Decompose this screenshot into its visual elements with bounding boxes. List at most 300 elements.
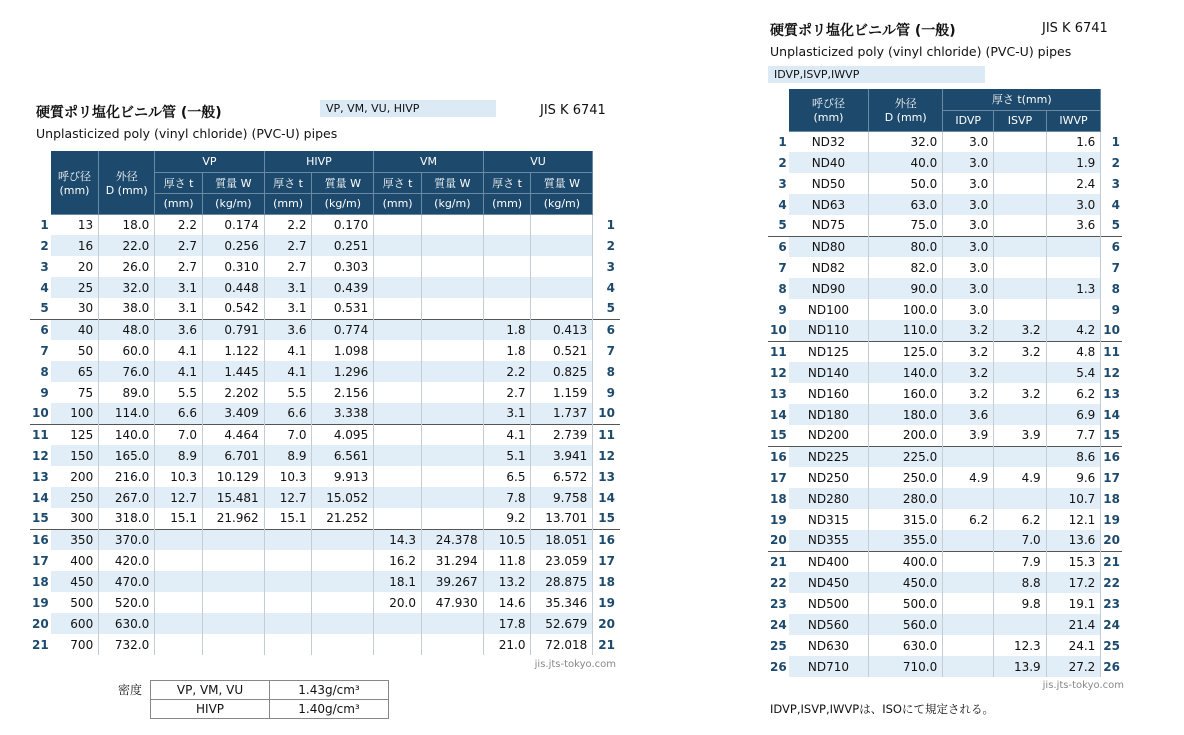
density-type: VP, VM, VU — [151, 681, 270, 700]
table-cell-iwvp: 7.7 — [1046, 425, 1101, 446]
table-cell-d: 370.0 — [99, 529, 155, 550]
table-cell-hi_t: 7.0 — [264, 424, 312, 445]
table-cell-vu_w: 0.521 — [531, 340, 593, 361]
row-index: 2 — [593, 235, 620, 256]
table-cell-nd: ND450 — [789, 572, 869, 593]
table-cell-isvp: 7.9 — [994, 551, 1046, 572]
table-cell-vu_t: 9.2 — [483, 508, 531, 529]
row-index: 26 — [1101, 656, 1122, 677]
table-cell-isvp — [994, 173, 1046, 194]
row-index: 20 — [768, 530, 789, 551]
density-table — [110, 680, 389, 719]
row-index: 21 — [593, 634, 620, 655]
table-cell-hi_t — [264, 529, 312, 550]
row-index: 3 — [768, 173, 789, 194]
table-cell-idvp: 3.0 — [943, 215, 994, 236]
table-row — [768, 635, 1122, 656]
table-cell-vm_w — [421, 382, 483, 403]
table-cell-idvp: 6.2 — [943, 509, 994, 530]
nominal-header: 呼び径 (mm) — [51, 151, 99, 214]
table-cell-vu_w: 3.941 — [531, 445, 593, 466]
table-cell-idvp: 3.0 — [943, 257, 994, 278]
table-cell-nd: ND200 — [789, 425, 869, 446]
table-cell-vp_w: 21.962 — [202, 508, 264, 529]
row-index: 21 — [30, 634, 51, 655]
table-cell-nom: 200 — [51, 466, 99, 487]
row-index: 6 — [30, 319, 51, 340]
row-index: 15 — [593, 508, 620, 529]
table-cell-isvp: 13.9 — [994, 656, 1046, 677]
table-cell-vm_t — [374, 382, 422, 403]
table-cell-vm_t — [374, 466, 422, 487]
table-cell-iwvp: 15.3 — [1046, 551, 1101, 572]
table-cell-hi_w — [312, 529, 374, 550]
table-cell-vp_t: 6.6 — [155, 403, 203, 424]
table-cell-d: 80.0 — [869, 236, 943, 257]
table-cell-vm_t — [374, 508, 422, 529]
row-index: 9 — [30, 382, 51, 403]
table-row — [30, 235, 620, 256]
table-cell-d: 140.0 — [99, 424, 155, 445]
table-cell-hi_t: 8.9 — [264, 445, 312, 466]
row-index: 9 — [1101, 299, 1122, 320]
table-cell-nd: ND125 — [789, 341, 869, 362]
table-cell-vu_t — [483, 298, 531, 319]
table-cell-hi_t: 3.1 — [264, 298, 312, 319]
table-cell-vu_t: 2.7 — [483, 382, 531, 403]
table-cell-vu_w: 1.737 — [531, 403, 593, 424]
table-cell-d: 400.0 — [869, 551, 943, 572]
table-cell-vm_t — [374, 298, 422, 319]
table-cell-vm_w: 24.378 — [421, 529, 483, 550]
table-cell-hi_t: 3.1 — [264, 277, 312, 298]
row-index: 18 — [768, 488, 789, 509]
table-cell-vp_w: 4.464 — [202, 424, 264, 445]
thickness-header: 厚さ t — [155, 172, 203, 193]
table-cell-vu_t: 14.6 — [483, 592, 531, 613]
row-index: 4 — [768, 194, 789, 215]
table-cell-vp_t: 3.1 — [155, 298, 203, 319]
table-cell-d: 50.0 — [869, 173, 943, 194]
row-index: 23 — [768, 593, 789, 614]
row-index: 15 — [768, 425, 789, 446]
row-index: 3 — [30, 256, 51, 277]
right-data-table — [768, 89, 1122, 677]
table-cell-vu_w: 1.159 — [531, 382, 593, 403]
table-cell-vu_w — [531, 298, 593, 319]
table-cell-nd: ND315 — [789, 509, 869, 530]
table-row — [30, 571, 620, 592]
table-cell-isvp — [994, 299, 1046, 320]
thickness-unit: (mm) — [483, 193, 531, 214]
table-cell-vm_t — [374, 613, 422, 634]
row-index: 22 — [768, 572, 789, 593]
row-index: 5 — [1101, 215, 1122, 236]
table-cell-vm_t — [374, 634, 422, 655]
row-index: 14 — [1101, 404, 1122, 425]
row-index: 1 — [30, 214, 51, 235]
table-cell-isvp: 9.8 — [994, 593, 1046, 614]
table-cell-d: 26.0 — [99, 256, 155, 277]
table-cell-vu_w: 6.572 — [531, 466, 593, 487]
row-index: 2 — [30, 235, 51, 256]
left-subtitle: Unplasticized poly (vinyl chloride) (PVC-U) pipes — [36, 126, 338, 141]
table-cell-d: 32.0 — [99, 277, 155, 298]
table-cell-hi_t — [264, 634, 312, 655]
table-cell-nom: 150 — [51, 445, 99, 466]
row-index: 17 — [30, 550, 51, 571]
row-index: 24 — [1101, 614, 1122, 635]
table-row — [30, 529, 620, 550]
table-cell-vm_t — [374, 256, 422, 277]
table-cell-vp_t: 2.7 — [155, 235, 203, 256]
table-cell-hi_t: 3.6 — [264, 319, 312, 340]
table-cell-idvp: 3.0 — [943, 131, 994, 152]
table-cell-hi_w: 3.338 — [312, 403, 374, 424]
table-cell-vu_w — [531, 256, 593, 277]
right-standard: JIS K 6741 — [1042, 21, 1108, 36]
table-row — [768, 362, 1122, 383]
table-cell-vp_w: 6.701 — [202, 445, 264, 466]
row-index: 14 — [30, 487, 51, 508]
table-cell-d: 75.0 — [869, 215, 943, 236]
mass-unit: (kg/m) — [202, 193, 264, 214]
table-cell-vp_t: 3.1 — [155, 277, 203, 298]
right-col-header-iwvp: IWVP — [1046, 110, 1101, 131]
table-cell-idvp: 3.0 — [943, 194, 994, 215]
row-index: 22 — [1101, 572, 1122, 593]
row-index: 24 — [768, 614, 789, 635]
row-index: 5 — [593, 298, 620, 319]
table-cell-vp_w — [202, 529, 264, 550]
left-table-panel — [30, 98, 622, 719]
table-cell-hi_t: 6.6 — [264, 403, 312, 424]
table-row — [30, 613, 620, 634]
row-index: 19 — [768, 509, 789, 530]
table-cell-nd: ND160 — [789, 383, 869, 404]
table-row — [30, 361, 620, 382]
table-cell-d: 500.0 — [869, 593, 943, 614]
table-cell-vp_w — [202, 592, 264, 613]
table-row — [30, 277, 620, 298]
row-index: 1 — [593, 214, 620, 235]
row-index: 1 — [1101, 131, 1122, 152]
table-cell-d: 225.0 — [869, 446, 943, 467]
row-index: 11 — [768, 341, 789, 362]
table-cell-iwvp: 12.1 — [1046, 509, 1101, 530]
table-cell-idvp: 3.9 — [943, 425, 994, 446]
table-row — [30, 508, 620, 529]
table-cell-vp_t: 7.0 — [155, 424, 203, 445]
table-cell-vu_t — [483, 256, 531, 277]
table-cell-hi_t — [264, 550, 312, 571]
table-cell-iwvp: 1.3 — [1046, 278, 1101, 299]
table-cell-hi_t: 12.7 — [264, 487, 312, 508]
table-cell-vu_t: 4.1 — [483, 424, 531, 445]
table-cell-d: 22.0 — [99, 235, 155, 256]
table-cell-hi_t — [264, 571, 312, 592]
index-spacer — [30, 151, 51, 214]
table-cell-d: 470.0 — [99, 571, 155, 592]
row-index: 6 — [593, 319, 620, 340]
left-title: 硬質ポリ塩化ビニル管 (一般) — [36, 105, 222, 121]
row-index: 12 — [768, 362, 789, 383]
table-cell-hi_w: 15.052 — [312, 487, 374, 508]
row-index: 6 — [1101, 236, 1122, 257]
table-row — [768, 320, 1122, 341]
row-index: 12 — [593, 445, 620, 466]
table-cell-hi_w: 9.913 — [312, 466, 374, 487]
table-cell-hi_w: 0.251 — [312, 235, 374, 256]
index-spacer — [1101, 89, 1122, 131]
table-cell-vu_t: 7.8 — [483, 487, 531, 508]
row-index: 5 — [30, 298, 51, 319]
row-index: 8 — [593, 361, 620, 382]
row-index: 1 — [768, 131, 789, 152]
mass-unit: (kg/m) — [312, 193, 374, 214]
table-cell-nd: ND40 — [789, 152, 869, 173]
row-index: 18 — [1101, 488, 1122, 509]
row-index: 17 — [593, 550, 620, 571]
table-row — [30, 466, 620, 487]
table-cell-vm_w: 39.267 — [421, 571, 483, 592]
table-cell-isvp: 4.9 — [994, 467, 1046, 488]
table-cell-vp_w — [202, 634, 264, 655]
table-cell-vu_t: 11.8 — [483, 550, 531, 571]
row-index: 19 — [1101, 509, 1122, 530]
table-cell-vp_w: 0.174 — [202, 214, 264, 235]
table-row — [768, 236, 1122, 257]
table-row — [768, 173, 1122, 194]
index-spacer — [593, 151, 620, 214]
table-cell-vp_t: 3.6 — [155, 319, 203, 340]
table-row — [30, 340, 620, 361]
table-cell-nom: 400 — [51, 550, 99, 571]
table-cell-hi_t: 4.1 — [264, 361, 312, 382]
thickness-unit: (mm) — [155, 193, 203, 214]
table-cell-d: 560.0 — [869, 614, 943, 635]
table-cell-hi_w: 1.296 — [312, 361, 374, 382]
table-cell-vp_t: 2.7 — [155, 256, 203, 277]
row-index: 14 — [593, 487, 620, 508]
table-cell-nd: ND80 — [789, 236, 869, 257]
row-index: 9 — [768, 299, 789, 320]
table-cell-hi_w — [312, 592, 374, 613]
density-value: 1.40g/cm³ — [270, 700, 389, 719]
table-cell-vp_w: 0.791 — [202, 319, 264, 340]
table-cell-vu_t: 2.2 — [483, 361, 531, 382]
table-cell-d: 82.0 — [869, 257, 943, 278]
table-cell-vu_w: 9.758 — [531, 487, 593, 508]
table-cell-vm_t — [374, 361, 422, 382]
row-index: 13 — [768, 383, 789, 404]
table-cell-hi_t: 4.1 — [264, 340, 312, 361]
table-cell-hi_t — [264, 613, 312, 634]
table-cell-vu_w: 13.701 — [531, 508, 593, 529]
table-cell-vm_w — [421, 424, 483, 445]
table-cell-isvp — [994, 362, 1046, 383]
table-cell-vu_t: 6.5 — [483, 466, 531, 487]
table-cell-hi_t: 2.7 — [264, 235, 312, 256]
table-cell-hi_w: 0.439 — [312, 277, 374, 298]
table-cell-vp_w: 0.542 — [202, 298, 264, 319]
right-subtitle: Unplasticized poly (vinyl chloride) (PVC-U) pipes — [770, 44, 1072, 59]
table-cell-vp_t — [155, 613, 203, 634]
table-cell-d: 315.0 — [869, 509, 943, 530]
table-cell-iwvp: 3.6 — [1046, 215, 1101, 236]
table-row — [768, 572, 1122, 593]
row-index: 16 — [30, 529, 51, 550]
table-cell-nd: ND560 — [789, 614, 869, 635]
table-cell-vu_w: 28.875 — [531, 571, 593, 592]
row-index: 4 — [593, 277, 620, 298]
row-index: 7 — [1101, 257, 1122, 278]
table-cell-hi_w: 0.531 — [312, 298, 374, 319]
table-cell-d: 90.0 — [869, 278, 943, 299]
left-types-chip: VP, VM, VU, HIVP — [320, 100, 496, 117]
table-cell-isvp: 3.9 — [994, 425, 1046, 446]
table-cell-vu_w — [531, 277, 593, 298]
table-cell-vp_w: 3.409 — [202, 403, 264, 424]
right-col-header-idvp: IDVP — [943, 110, 994, 131]
table-row — [768, 509, 1122, 530]
mass-unit: (kg/m) — [531, 193, 593, 214]
table-cell-isvp: 6.2 — [994, 509, 1046, 530]
table-cell-d: 32.0 — [869, 131, 943, 152]
table-cell-vu_t: 1.8 — [483, 340, 531, 361]
table-cell-hi_w — [312, 613, 374, 634]
right-types-chip: IDVP,ISVP,IWVP — [768, 66, 985, 83]
table-cell-isvp — [994, 488, 1046, 509]
row-index: 6 — [768, 236, 789, 257]
table-cell-vu_t: 17.8 — [483, 613, 531, 634]
table-cell-vp_t: 8.9 — [155, 445, 203, 466]
table-cell-idvp: 4.9 — [943, 467, 994, 488]
table-cell-vm_t — [374, 487, 422, 508]
table-cell-nom: 16 — [51, 235, 99, 256]
table-cell-vu_t: 10.5 — [483, 529, 531, 550]
table-cell-nom: 75 — [51, 382, 99, 403]
table-cell-vm_t — [374, 424, 422, 445]
table-cell-vu_t — [483, 277, 531, 298]
table-cell-hi_t — [264, 592, 312, 613]
table-cell-d: 630.0 — [869, 635, 943, 656]
table-cell-iwvp: 21.4 — [1046, 614, 1101, 635]
thickness-header: 厚さ t — [264, 172, 312, 193]
table-cell-vm_w: 31.294 — [421, 550, 483, 571]
table-cell-vp_w: 1.445 — [202, 361, 264, 382]
table-cell-isvp — [994, 446, 1046, 467]
table-cell-nd: ND400 — [789, 551, 869, 572]
table-row — [30, 214, 620, 235]
row-index: 7 — [30, 340, 51, 361]
left-standard: JIS K 6741 — [540, 103, 606, 118]
mass-header: 質量 W — [421, 172, 483, 193]
table-row — [30, 298, 620, 319]
right-thickness-header: 厚さ t(mm) — [943, 89, 1101, 110]
table-cell-iwvp: 6.9 — [1046, 404, 1101, 425]
row-index: 15 — [30, 508, 51, 529]
table-cell-d: 450.0 — [869, 572, 943, 593]
table-cell-nom: 450 — [51, 571, 99, 592]
table-cell-nom: 300 — [51, 508, 99, 529]
table-cell-vp_w: 0.310 — [202, 256, 264, 277]
table-cell-vp_w: 0.256 — [202, 235, 264, 256]
row-index: 15 — [1101, 425, 1122, 446]
row-index: 11 — [30, 424, 51, 445]
row-index: 16 — [768, 446, 789, 467]
table-cell-idvp — [943, 614, 994, 635]
table-cell-vp_t: 10.3 — [155, 466, 203, 487]
table-row — [30, 634, 620, 655]
table-cell-d: 520.0 — [99, 592, 155, 613]
table-row — [768, 215, 1122, 236]
table-cell-iwvp: 9.6 — [1046, 467, 1101, 488]
row-index: 11 — [1101, 341, 1122, 362]
table-cell-vm_w — [421, 340, 483, 361]
row-index: 4 — [1101, 194, 1122, 215]
row-index: 12 — [1101, 362, 1122, 383]
table-row — [768, 425, 1122, 446]
table-cell-d: 160.0 — [869, 383, 943, 404]
row-index: 12 — [30, 445, 51, 466]
table-cell-nom: 50 — [51, 340, 99, 361]
table-cell-d: 267.0 — [99, 487, 155, 508]
row-index: 21 — [768, 551, 789, 572]
table-cell-isvp — [994, 236, 1046, 257]
table-cell-vu_w: 52.679 — [531, 613, 593, 634]
row-index: 20 — [30, 613, 51, 634]
table-cell-vp_t — [155, 592, 203, 613]
table-cell-vp_t: 5.5 — [155, 382, 203, 403]
table-cell-iwvp: 8.6 — [1046, 446, 1101, 467]
table-cell-vm_w — [421, 298, 483, 319]
mass-header: 質量 W — [531, 172, 593, 193]
mass-header: 質量 W — [312, 172, 374, 193]
table-cell-d: 165.0 — [99, 445, 155, 466]
table-cell-d: 18.0 — [99, 214, 155, 235]
table-cell-hi_w: 0.170 — [312, 214, 374, 235]
row-index: 19 — [593, 592, 620, 613]
table-cell-d: 216.0 — [99, 466, 155, 487]
table-cell-isvp: 3.2 — [994, 383, 1046, 404]
table-cell-nd: ND63 — [789, 194, 869, 215]
table-cell-vm_t — [374, 319, 422, 340]
table-cell-hi_w: 4.095 — [312, 424, 374, 445]
table-cell-iwvp: 3.0 — [1046, 194, 1101, 215]
right-nominal-header: 呼び径 (mm) — [789, 89, 869, 131]
table-cell-isvp — [994, 131, 1046, 152]
table-cell-hi_t: 10.3 — [264, 466, 312, 487]
table-cell-vu_w — [531, 235, 593, 256]
mass-header: 質量 W — [202, 172, 264, 193]
row-index: 16 — [1101, 446, 1122, 467]
table-cell-vm_w — [421, 256, 483, 277]
table-cell-d: 100.0 — [869, 299, 943, 320]
density-row — [110, 700, 389, 719]
table-cell-vm_w — [421, 235, 483, 256]
table-cell-vu_w: 0.825 — [531, 361, 593, 382]
table-cell-idvp: 3.2 — [943, 362, 994, 383]
table-cell-vu_w: 23.059 — [531, 550, 593, 571]
table-cell-hi_w: 21.252 — [312, 508, 374, 529]
table-cell-d: 732.0 — [99, 634, 155, 655]
table-cell-hi_w: 0.303 — [312, 256, 374, 277]
table-cell-nd: ND710 — [789, 656, 869, 677]
table-cell-iwvp: 17.2 — [1046, 572, 1101, 593]
table-cell-vu_t — [483, 235, 531, 256]
group-vp-header: VP — [155, 151, 265, 172]
